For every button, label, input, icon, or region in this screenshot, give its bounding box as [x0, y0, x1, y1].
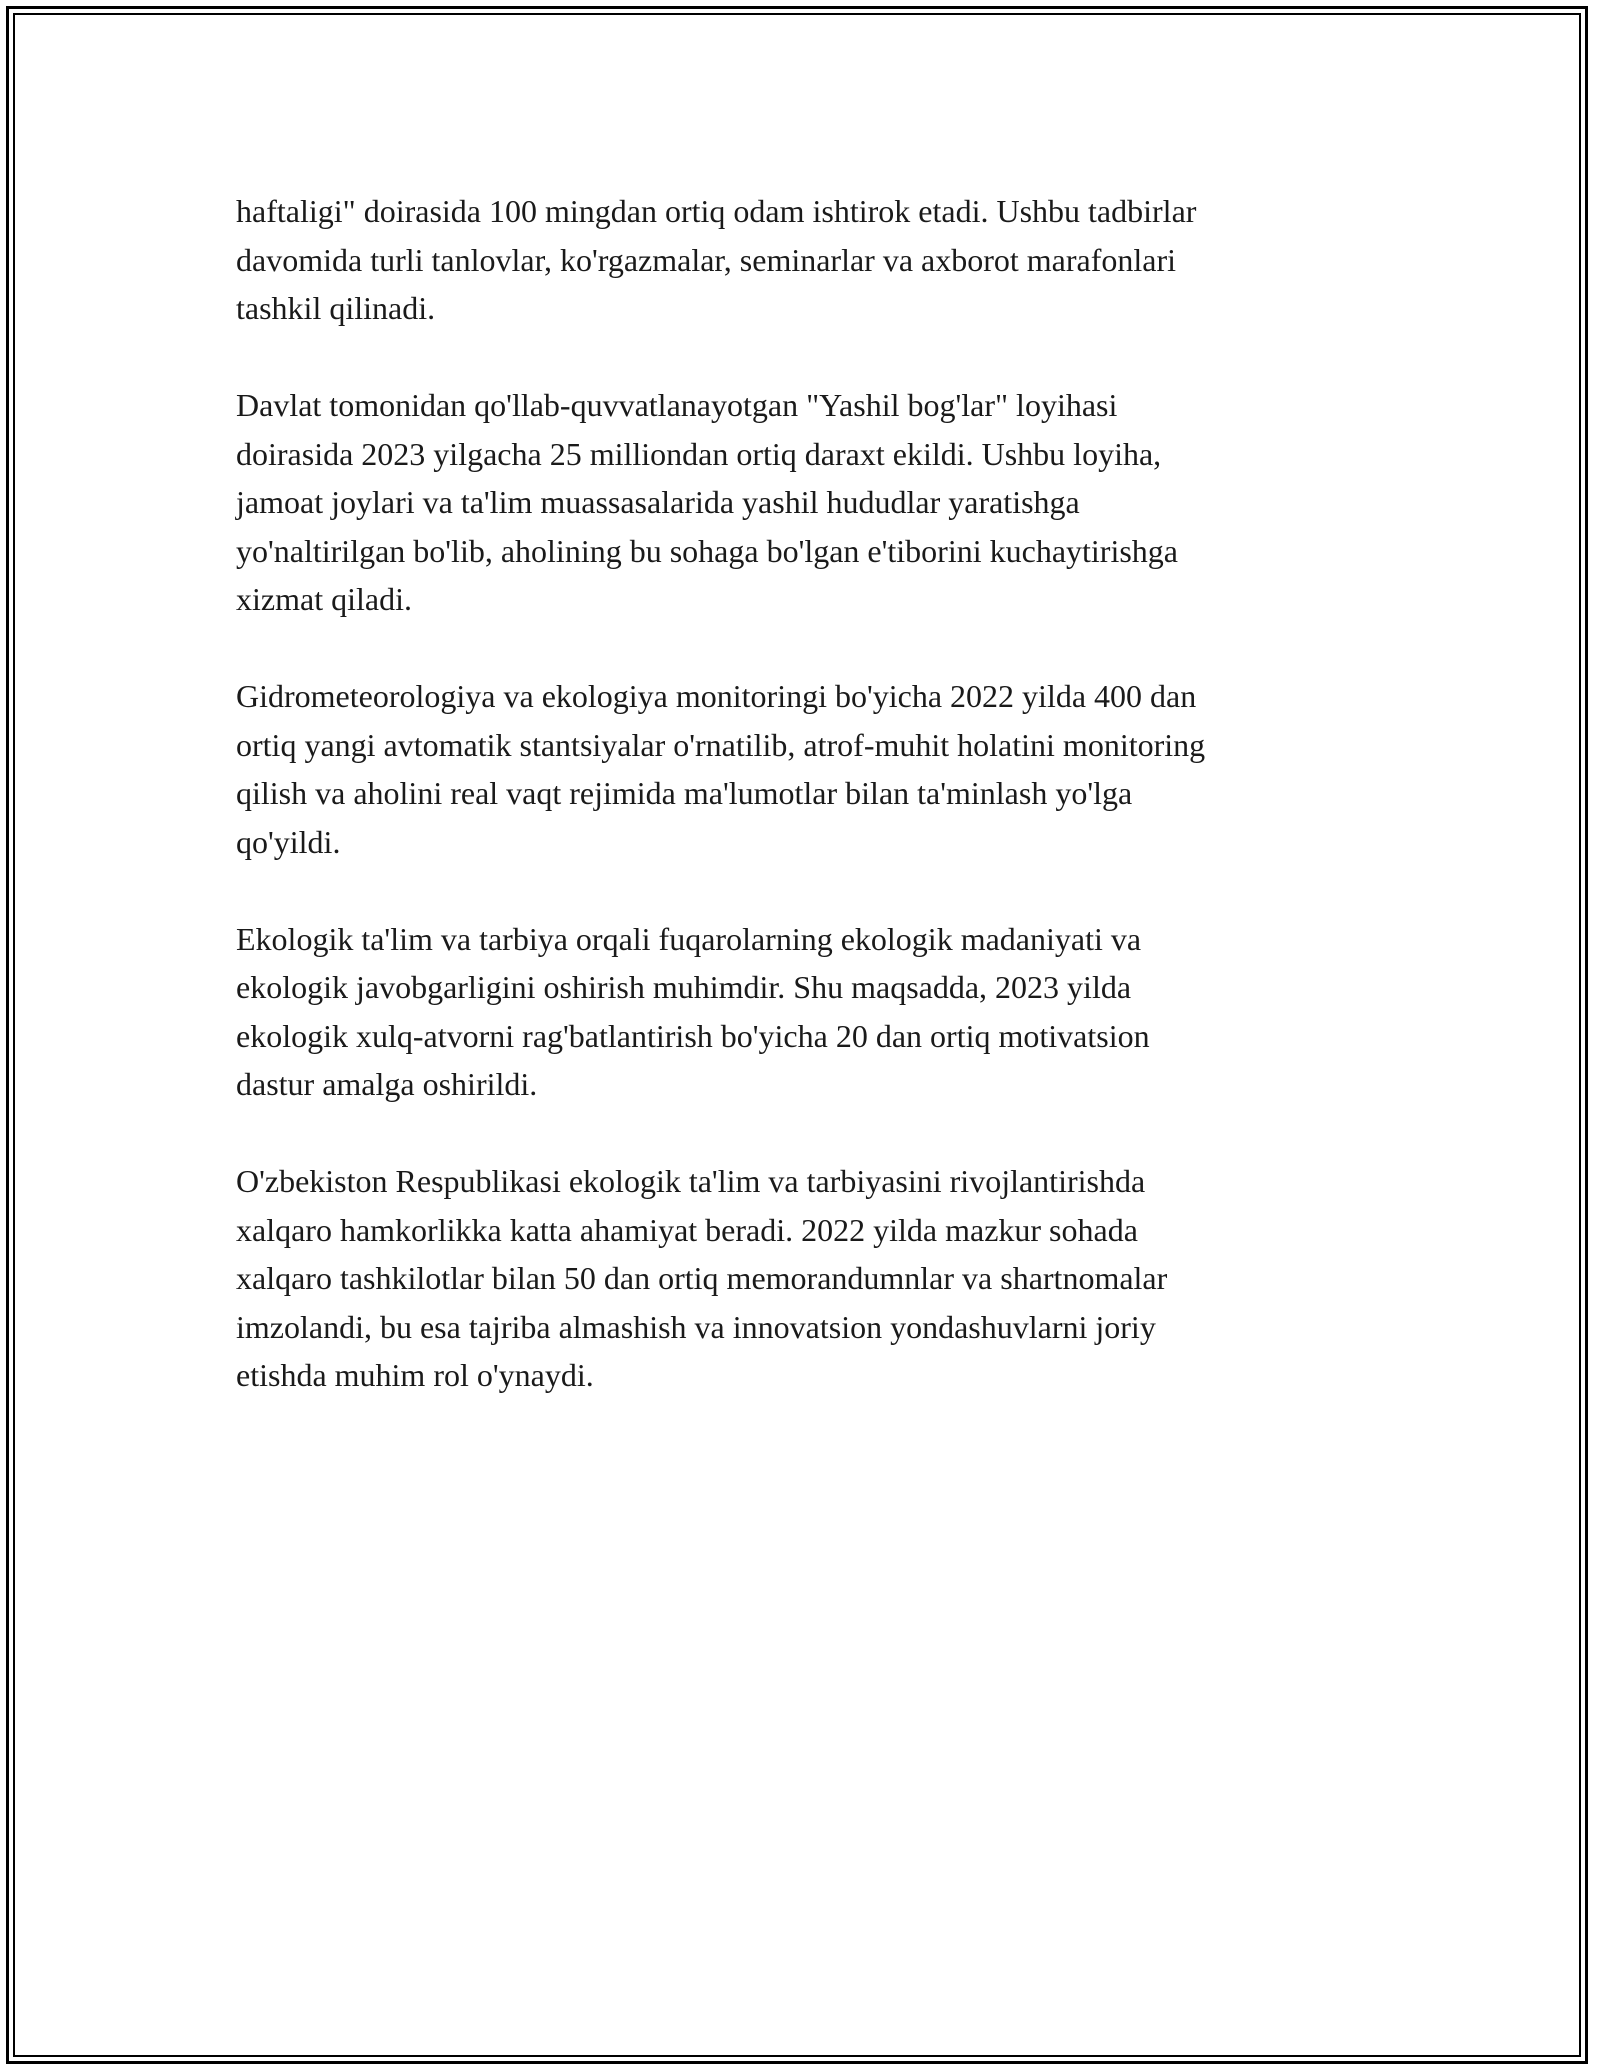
paragraph-line: jamoat joylari va ta'lim muassasalarida yashil hududlar yaratishga: [236, 484, 1080, 520]
paragraph-line: O'zbekiston Respublikasi ekologik ta'lim va tarbiyasini rivojlantirishda: [236, 1163, 1146, 1199]
paragraph-line: Gidrometeorologiya va ekologiya monitoringi bo'yicha 2022 yilda 400 dan: [236, 678, 1197, 714]
paragraph-line: xizmat qiladi.: [236, 581, 412, 617]
paragraph-line: Davlat tomonidan qo'llab-quvvatlanayotgan "Yashil bog'lar" loyihasi: [236, 387, 1118, 423]
paragraph-line: tashkil qilinadi.: [236, 290, 436, 326]
paragraph-line: xalqaro hamkorlikka katta ahamiyat beradi. 2022 yilda mazkur sohada: [236, 1211, 1138, 1248]
paragraph-line: qo'yildi.: [236, 823, 341, 860]
paragraph-line: haftaligi" doirasida 100 mingdan ortiq odam ishtirok etadi. Ushbu tadbirlar: [236, 193, 1197, 229]
paragraph-5: [236, 1157, 1366, 1400]
paragraph-3: [236, 672, 1366, 866]
paragraph-line: dastur amalga oshirildi.: [236, 1066, 538, 1102]
paragraph-line: davomida turli tanlovlar, ko'rgazmalar, seminarlar va axborot marafonlari: [236, 241, 1177, 278]
paragraph-line: ortiq yangi avtomatik stantsiyalar o'rnatilib, atrof-muhit holatini monitoring: [236, 726, 1206, 763]
paragraph-line: etishda muhim rol o'ynaydi.: [236, 1357, 594, 1393]
paragraph-line: ekologik javobgarligini oshirish muhimdir. Shu maqsadda, 2023 yilda: [236, 969, 1132, 1005]
paragraph-line: qilish va aholini real vaqt rejimida ma'lumotlar bilan ta'minlash yo'lga: [236, 775, 1133, 811]
paragraph-line: xalqaro tashkilotlar bilan 50 dan ortiq memorandumnlar va shartnomalar: [236, 1260, 1168, 1296]
document-body: [236, 187, 1366, 1448]
paragraph-line: ekologik xulq-atvorni rag'batlantirish bo'yicha 20 dan ortiq motivatsion: [236, 1017, 1150, 1054]
paragraph-1: [236, 187, 1366, 333]
paragraph-line: yo'naltirilgan bo'lib, aholining bu sohaga bo'lgan e'tiborini kuchaytirishga: [236, 532, 1178, 569]
paragraph-2: [236, 381, 1366, 624]
paragraph-line: doirasida 2023 yilgacha 25 milliondan ortiq daraxt ekildi. Ushbu loyiha,: [236, 435, 1162, 472]
paragraph-line: imzolandi, bu esa tajriba almashish va innovatsion yondashuvlarni joriy: [236, 1308, 1156, 1345]
paragraph-4: [236, 915, 1366, 1109]
paragraph-line: Ekologik ta'lim va tarbiya orqali fuqarolarning ekologik madaniyati va: [236, 920, 1142, 957]
